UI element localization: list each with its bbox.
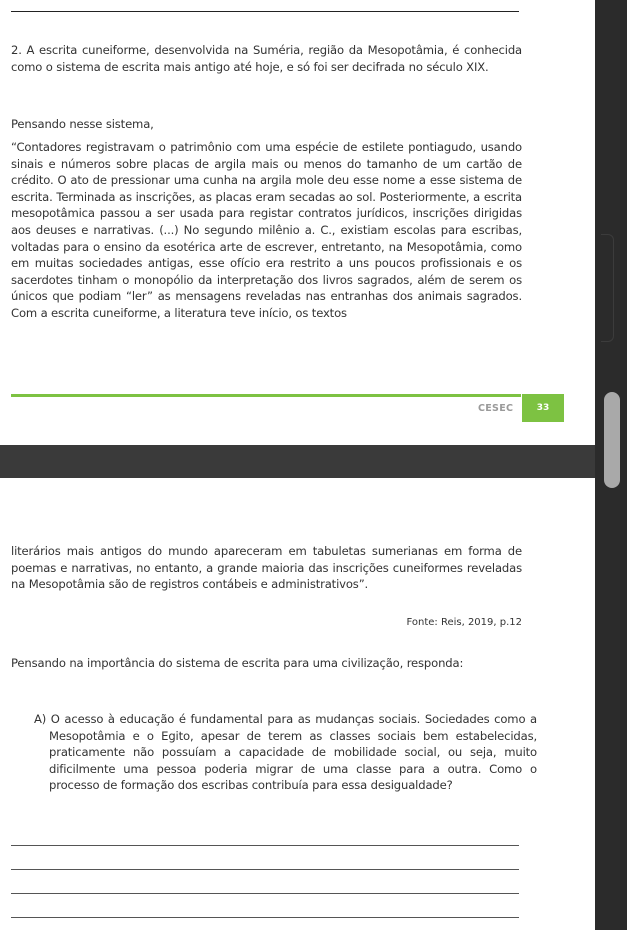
top-rule [11,11,519,12]
scrollbar-thumb[interactable] [604,392,620,488]
answer-line[interactable] [11,845,519,846]
source-citation: Fonte: Reis, 2019, p.12 [406,617,522,628]
quote-paragraph-2: literários mais antigos do mundo apareceram em tabuletas sumerianas em forma de poemas e narrativas, no entanto, a grande maioria das inscrições cuneiformes reveladas na Mesopotâmia são de registros contábeis e administrativos”. [11,544,522,592]
answer-line[interactable] [11,869,519,870]
footer-cesec-label: CESEC [478,403,514,414]
scrollbar-panel-outline [601,234,614,342]
answer-line[interactable] [11,893,519,894]
quote-paragraph-1: “Contadores registravam o patrimônio com uma espécie de estilete pontiagudo, usando sinais e números sobre placas de argila mais ou menos do tamanho de um cartão de crédito. O ato de pressionar uma cunha na argila mole deu esse nome a esse sistema de escrita. Terminada as inscrições, as placas eram secadas ao sol. Posteriormente, a escrita mesopotâmica passou a ser usada para registar contratos jurídicos, inscrições dirigidas aos deuses e narrativas. (...) No segundo milênio a. C., existiam escolas para escribas, voltadas para o ensino da esotérica arte de escrever, entretanto, na Mesopotâmia, como em muitas sociedades antigas, esse ofício era restrito a uns poucos profissionais e os sacerdotes tinham o monopólio da interpretação dos livros sagrados, além de serem os únicos que podiam “ler” as mensagens reveladas nas entranhas dos animais sagrados. Com a escrita cuneiforme, a literatura teve início, os textos [11,140,522,320]
option-a-question: A) O acesso à educação é fundamental para as mudanças sociais. Sociedades como a Mesopotâmia e o Egito, apesar de terem as classes sociais bem estabelecidas, praticamente não possuíam a capacidade de mobilidade social, ou seja, muito dificilmente uma pessoa poderia migrar de uma classe para a outra. Como o processo de formação dos escribas contribuía para essa desigualdade? [34,712,537,793]
page-separator [0,445,595,478]
page-number-badge: 33 [522,394,564,422]
question-prompt: Pensando na importância do sistema de escrita para uma civilização, responda: [11,656,464,670]
answer-line[interactable] [11,917,519,918]
footer-green-rule [11,394,521,397]
lead-in-text: Pensando nesse sistema, [11,117,154,131]
question-intro: 2. A escrita cuneiforme, desenvolvida na Suméria, região da Mesopotâmia, é conhecida como o sistema de escrita mais antigo até hoje, e só foi ser decifrada no século XIX. [11,43,522,74]
document-page-1 [0,0,595,445]
